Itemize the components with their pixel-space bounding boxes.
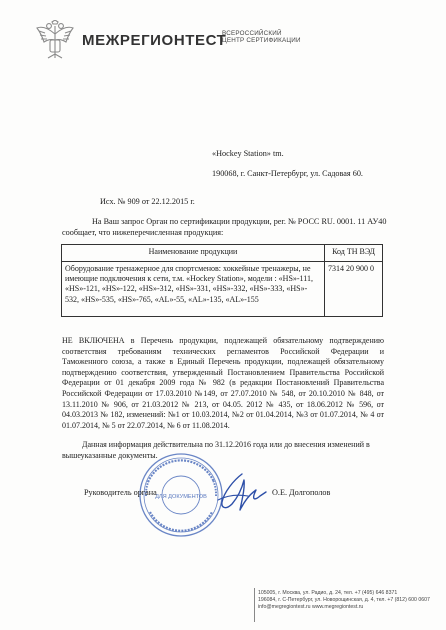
double-headed-eagle-icon xyxy=(34,20,76,64)
body-line: 04.03.2013 № 182, изменений: №1 от 10.03.2014, №2 от 01.04.2014, №3 от 01.07.2014, № 4 от xyxy=(62,410,384,420)
recipient-address: 190068, г. Санкт-Петербург, ул. Садовая 60. xyxy=(212,169,363,178)
intro-line-1: На Ваш запрос Орган по сертификации продукции, рег. № РОСС RU. 0001. 11 АУ40 xyxy=(92,217,387,226)
body-line: НЕ ВКЛЮЧЕНА в Перечень продукции, подлежащей обязательному подтверждению xyxy=(62,336,384,345)
intro-line-2: сообщает, что нижеперечисленная продукция: xyxy=(62,228,224,237)
footer-line-2: 196084, г. С-Петербург, ул. Новорощинская, д. 4, тел. +7 (812) 600 0607 xyxy=(258,597,430,604)
body-line: 01.07.2014, № 5 от 22.07.2014, № 6 от 11.08.2014. xyxy=(62,420,230,430)
recipient-name: «Hockey Station» tm. xyxy=(212,149,284,158)
handwritten-signature xyxy=(212,470,268,516)
validity-line-2: вышеуказанные документы. xyxy=(62,450,158,460)
validity-line-1: Данная информация действительна по 31.12.2016 года или до внесения изменений в xyxy=(82,440,370,449)
table-header-row xyxy=(62,245,383,262)
table-row xyxy=(62,262,383,317)
organization-name: МЕЖРЕГИОНТЕСТ xyxy=(82,32,227,49)
body-line: подтверждению соответствия, утвержденный Постановлением Правительства Российской xyxy=(62,367,384,377)
signer-name: О.Е. Долгополов xyxy=(272,488,331,497)
product-line: 532, «HS»-535, «HS»-765, «AL»-55, «AL»-135, «AL»-155 xyxy=(65,294,259,304)
product-code: 7314 20 900 0 xyxy=(325,262,383,317)
body-line: соответствия требованиям технических регламентов Российской Федерации и xyxy=(62,346,384,356)
product-table xyxy=(61,244,383,317)
body-line: Российской Федерации от 17.03.2010 №149, от 27.07.2010 № 548, от 20.10.2010 № 848, от xyxy=(62,388,384,398)
footer-line-3: info@megregiontest.ru www.megregiontest.ru xyxy=(258,604,364,611)
organization-subtitle xyxy=(222,30,301,45)
header-product-name: Наименование продукции xyxy=(62,245,325,262)
stamp-center-text: ДЛЯ ДОКУМЕНТОВ xyxy=(155,494,207,500)
signer-role: Руководитель органа xyxy=(84,488,157,497)
organization-subtitle-line1: ВСЕРОССИЙСКИЙ xyxy=(222,30,282,37)
header-tnved-code: Код ТН ВЭД xyxy=(325,245,383,262)
footer-line-1: 105005, г. Москва, ул. Радио, д. 24, тел. +7 (495) 646 8371 xyxy=(258,590,398,596)
organization-subtitle-line2: ЦЕНТР СЕРТИФИКАЦИИ xyxy=(222,37,301,45)
body-line: Федерации от 01 декабря 2009 года № 982 (в редакции Постановлений Правительства xyxy=(62,378,384,388)
outgoing-number: Исх. № 909 от 22.12.2015 г. xyxy=(100,197,195,206)
product-line: «HS»-121, «HS»-122, «HS»-312, «HS»-331, «HS»-332, «HS»-333, «HS»- xyxy=(65,284,308,294)
product-line: имеющие подключения к сети, т.м. «Hockey Station», модели : «HS»-111, xyxy=(65,274,313,284)
product-description xyxy=(62,262,325,317)
product-line: Оборудование тренажерное для спортсменов: хоккейные тренажеры, не xyxy=(65,264,311,273)
body-line: Таможенного союза, а также в Единый Перечень продукции, подлежащей обязательному xyxy=(62,357,384,367)
body-line: 13.11.2010 № 906, от 21.03.2012 № 213, от 04.05. 2012 № 435, от 18.06.2012 № 596, от xyxy=(62,399,384,409)
body-paragraph xyxy=(62,336,384,431)
footer-divider xyxy=(254,588,255,622)
footer-contacts xyxy=(258,590,430,612)
